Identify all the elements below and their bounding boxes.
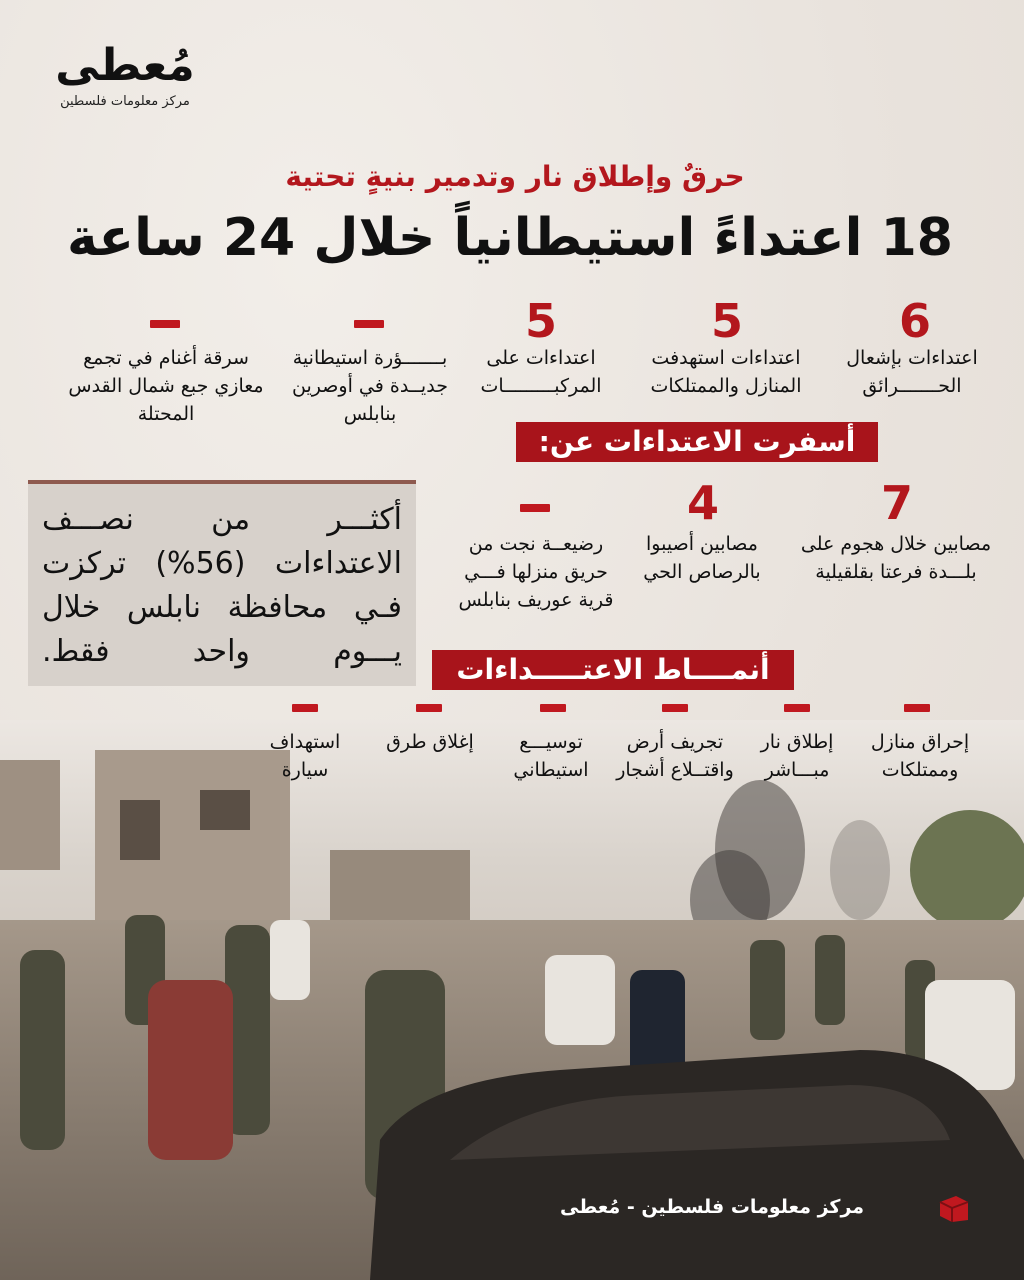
result-text: مصابين خلال هجوم على بلـــدة فرعتا بقلقيلية <box>800 533 992 583</box>
stat-value: 5 <box>524 294 557 348</box>
result-value: 4 <box>686 476 719 530</box>
pattern-text: توسيـــع استيطاني <box>513 731 589 781</box>
pattern-dash <box>416 704 442 712</box>
stat-value: 6 <box>898 294 931 348</box>
pattern-text: إطلاق نار مبـــاشر <box>760 731 834 781</box>
pattern-text: استهداف سيارة <box>269 731 341 781</box>
pattern-dash <box>662 704 688 712</box>
stat-text: سرقة أغنام في تجمع معازي جبع شمال القدس المحتلة <box>68 347 264 425</box>
result-text: مصابين أصيبوا بالرصاص الحي <box>643 533 761 583</box>
stat-value: 5 <box>710 294 743 348</box>
patterns-banner: أنمــــاط الاعتـــــداءات <box>432 650 794 690</box>
brand-mark-icon <box>936 1194 972 1224</box>
pattern-dash <box>784 704 810 712</box>
logo-wordmark: مُعطى <box>55 40 195 91</box>
summary-box <box>28 480 416 686</box>
pattern-dash <box>904 704 930 712</box>
results-banner: أسفرت الاعتداءات عن: <box>516 422 878 462</box>
stat-text: بـــــــؤرة استيطانية جديــدة في أوصرين بنابلس <box>292 347 448 425</box>
summary-text: أكثـــر من نصـــف الاعتداءات (56%) تركزت فـي محافظة نابلس خلال يـــوم واحد فقط. <box>42 502 402 669</box>
headline-subtitle: حرقٌ وإطلاق نار وتدمير بنيةٍ تحتية <box>285 160 745 193</box>
result-text: رضيعــة نجت من حريق منزلها فـــي قرية عوريف بنابلس <box>458 533 614 611</box>
stat-text: اعتداءات بإشعال الحـــــــرائق <box>846 347 978 397</box>
pattern-dash <box>292 704 318 712</box>
stat-dash <box>150 320 180 328</box>
pattern-text: إحراق منازل وممتلكات <box>870 731 970 781</box>
stat-text: اعتداءات استهدفت المنازل والممتلكات <box>650 347 802 397</box>
footer-credit: مركز معلومات فلسطين - مُعطى <box>560 1196 865 1218</box>
stat-text: اعتداءات على المركبـــــــــات <box>480 347 602 397</box>
pattern-dash <box>540 704 566 712</box>
result-value: 7 <box>880 476 913 530</box>
stat-dash <box>354 320 384 328</box>
logo-subtitle: مركز معلومات فلسطين <box>60 94 190 109</box>
result-dash <box>520 504 550 512</box>
brand-logo <box>40 40 210 109</box>
headline-title: 18 اعتداءً استيطانياً خلال 24 ساعة <box>67 208 953 268</box>
pattern-text: تجريف أرض واقتــلاع أشجار <box>616 731 734 781</box>
pattern-text: إغلاق طرق <box>386 731 474 753</box>
